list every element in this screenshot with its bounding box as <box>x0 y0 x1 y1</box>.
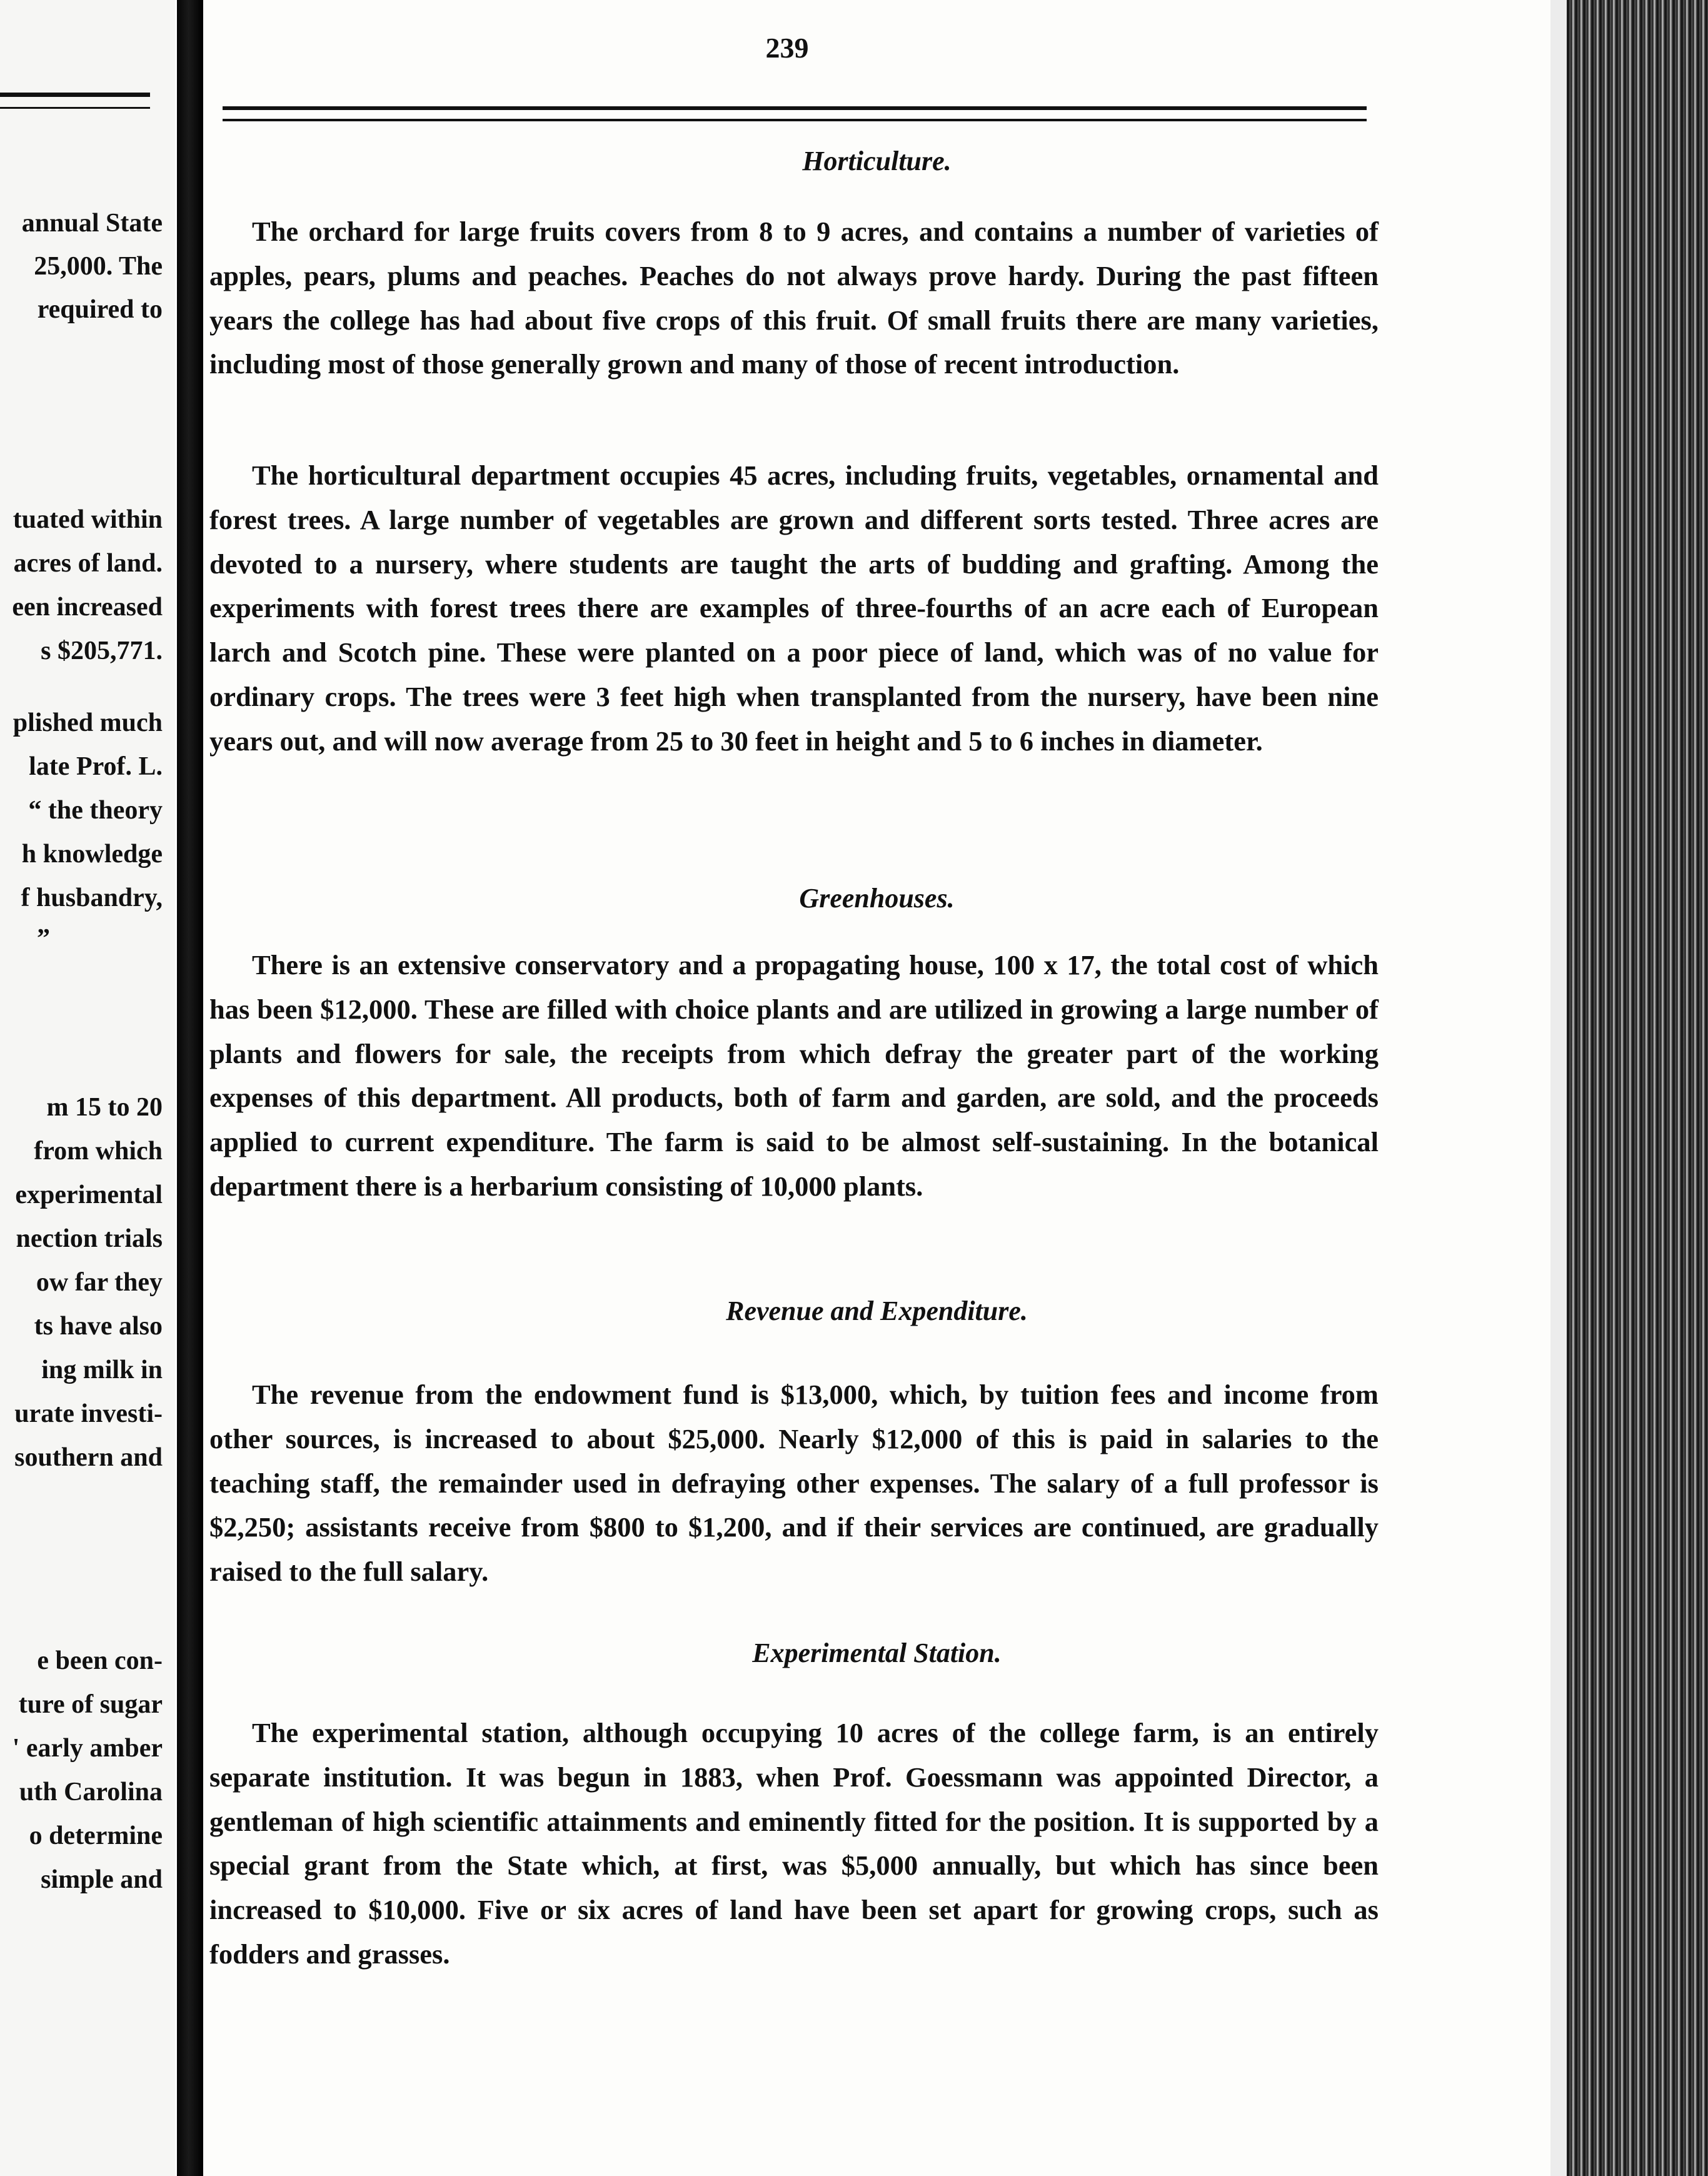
left-page-line: required to <box>37 295 163 324</box>
header-rule <box>223 106 1367 121</box>
left-page-line: tuated within <box>13 505 163 534</box>
left-page-line: ' early amber <box>12 1734 163 1763</box>
left-page-line: f husbandry, <box>21 884 163 912</box>
left-page-line: southern and <box>14 1443 163 1472</box>
left-page-line: ” <box>37 924 50 953</box>
left-page-line: s $205,771. <box>41 637 163 665</box>
paragraph: The horticultural department occupies 45 acres, including fruits, vegetables, ornamental and forest trees. A large number of vegetables are grown and different sorts tested. Three acres are devoted to a nursery, where students are taught the arts of budding and grafting. Among the experiments with forest trees there are examples of three-fourths of an acre each of European larch and Scotch pine. These were planted on a poor piece of land, which was of no value for ordinary crops. The trees were 3 feet high when transplanted from the nursery, have been nine years out, and will now average from 25 to 30 feet in height and 5 to 6 inches in diameter. <box>209 460 1379 757</box>
left-page-line: nection trials <box>16 1224 163 1253</box>
left-page-line: from which <box>34 1137 163 1166</box>
left-page-line: urate investi- <box>14 1399 163 1428</box>
section-heading-greenhouses: Greenhouses. <box>799 883 955 914</box>
left-page-line: een increased <box>12 593 163 622</box>
page-number: 239 <box>765 32 809 64</box>
left-page-line: plished much <box>13 708 163 737</box>
left-page-line: e been con- <box>37 1646 163 1675</box>
section-heading-experimental-station: Experimental Station. <box>752 1638 1002 1668</box>
section-heading-revenue: Revenue and Expenditure. <box>726 1296 1028 1326</box>
left-page-line: “ the theory <box>28 796 163 825</box>
left-page-line: uth Carolina <box>19 1778 163 1806</box>
left-page-line: experimental <box>15 1181 163 1209</box>
left-page-line: ow far they <box>36 1268 163 1297</box>
paragraph: The revenue from the endowment fund is $13,000, which, by tuition fees and income from other sources, is increased to about $25,000. Nearly $12,000 of this is paid in salaries to the teaching staff, the remainder used in defraying other expenses. The salary of a full professor is $2,250; assistants receive from $800 to $1,200, and if their services are continued, are gradually raised to the full salary. <box>209 1379 1379 1588</box>
left-page-line: late Prof. L. <box>29 752 163 781</box>
left-page-line: simple and <box>41 1865 163 1894</box>
section-heading-horticulture: Horticulture. <box>802 146 952 176</box>
paragraph: The experimental station, although occupying 10 acres of the college farm, is an entirely separate institution. It was begun in 1883, when Prof. Goessmann was appointed Director, a gentleman of high scientific attainments and eminently fitted for the position. It is supported by a special grant from the State which, at first, was $5,000 annually, but which has since been increased to $10,000. Five or six acres of land have been set apart for growing crops, such as fodders and grasses. <box>209 1717 1379 1970</box>
left-page-line: 25,000. The <box>34 252 163 281</box>
left-page-line: annual State <box>21 209 163 238</box>
left-page-line: acres of land. <box>13 549 163 578</box>
left-page-rule <box>0 93 150 109</box>
paragraph: There is an extensive conservatory and a propagating house, 100 x 17, the total cost of which has been $12,000. These are filled with choice plants and are utilized in growing a large number of plants and flowers for sale, the receipts from which defray the greater part of the working expenses of this department. All products, both of farm and garden, are sold, and the proceeds applied to current expenditure. The farm is said to be almost self-sustaining. In the botanical department there is a herbarium consisting of 10,000 plants. <box>209 949 1379 1202</box>
left-page-line: o determine <box>29 1821 163 1850</box>
page-edges <box>1550 0 1708 2176</box>
left-page-line: m 15 to 20 <box>46 1093 163 1122</box>
left-page-line: ture of sugar <box>18 1690 163 1719</box>
left-page-fragment <box>0 0 175 2176</box>
book-gutter <box>177 0 203 2176</box>
paragraph: The orchard for large fruits covers from 8 to 9 acres, and contains a number of varieties of apples, pears, plums and peaches. Peaches do not always prove hardy. During the past fifteen years the college has had about five crops of this fruit. Of small fruits there are many varieties, including most of those generally grown and many of those of recent introduction. <box>209 216 1379 380</box>
left-page-line: ing milk in <box>41 1356 163 1384</box>
left-page-line: h knowledge <box>21 840 163 869</box>
left-page-line: ts have also <box>34 1312 163 1341</box>
